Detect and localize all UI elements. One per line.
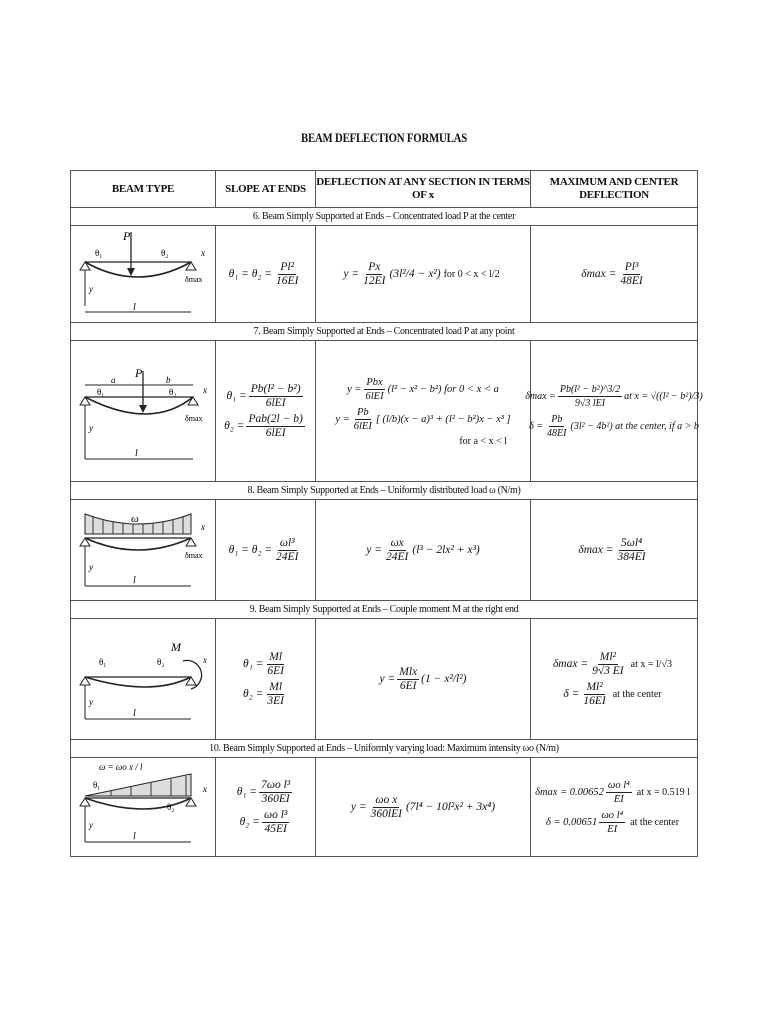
beam-figure	[71, 341, 216, 482]
deflection-cell: y = $\frac{\text{Pbx}}{\text{6lEI}}$ (l² − x² − b²) for 0 < x < a y = $\frac{Pb}{\text{6lEI}}$ [ (l/b)(x − a)³ + (l² − b²)x − x³ ] for a < x < l	[316, 341, 531, 482]
case-caption-row	[71, 482, 698, 500]
case-row	[71, 758, 698, 857]
b-label: b	[166, 375, 171, 385]
header-row	[71, 171, 698, 208]
dmax-label: δmax	[185, 275, 203, 284]
max-deflection-cell: δmax = $\frac{\text{Pl³}}{48EI}$	[531, 226, 698, 323]
y-axis-label: y	[89, 820, 93, 830]
theta1-label: θ₁	[95, 248, 103, 258]
length-label: l	[133, 831, 136, 842]
case-caption: 10. Beam Simply Supported at Ends – Uniformly varying load: Maximum intensity ωo (N/m)	[71, 740, 698, 758]
case-caption-row	[71, 323, 698, 341]
y-axis-label: y	[89, 423, 93, 433]
theta1-label: θ₁	[99, 657, 107, 667]
page-title: BEAM DEFLECTION FORMULAS	[300, 131, 468, 145]
x-axis-label: x	[201, 522, 205, 532]
beam-figure	[71, 500, 216, 601]
load-label: P	[135, 366, 143, 380]
load-label: M	[171, 640, 181, 654]
deflection-cell: y = $\frac{\text{ωo x}}{\text{360lEI}}$ (7l⁴ − 10l²x² + 3x⁴)	[316, 758, 531, 857]
beam-figure	[71, 619, 216, 740]
length-label: l	[135, 448, 138, 459]
case-caption-row	[71, 208, 698, 226]
header-max-center: MAXIMUM AND CENTER DEFLECTION	[531, 171, 698, 208]
length-label: l	[133, 708, 136, 719]
theta1-label: θ₁	[93, 780, 101, 790]
case-caption-row	[71, 740, 698, 758]
header-beam-type: BEAM TYPE	[71, 171, 216, 208]
x-axis-label: x	[203, 385, 207, 395]
case-caption: 7. Beam Simply Supported at Ends – Concentrated load P at any point	[71, 323, 698, 341]
deflection-cell: y = $\frac{\text{Mlx}}{6EI}$ (1 − x²/l²)	[316, 619, 531, 740]
dmax-label: δmax	[185, 414, 203, 423]
beam-figure	[71, 758, 216, 857]
header-slope: SLOPE AT ENDS	[216, 171, 316, 208]
theta2-label: θ₂	[167, 802, 175, 812]
load-label: ω	[131, 513, 139, 525]
slope-cell: θ₁ = $\frac{\text{Pb(l² − b²)}}{\text{6lEI}}$ θ₂ = $\frac{\text{Pab(2l − b)}}{\text{6lEI}}$	[216, 341, 316, 482]
slope-cell: θ₁ = $\frac{Ml}{6EI}$ θ₂ = $\frac{Ml}{3EI}$	[216, 619, 316, 740]
case-row	[71, 619, 698, 740]
y-axis-label: y	[89, 697, 93, 707]
case-row	[71, 341, 698, 482]
dmax-label: δmax	[185, 551, 203, 560]
case-row	[71, 226, 698, 323]
slope-cell: θ₁ = θ₂ = $\frac{\text{Pl²}}{16EI}$	[216, 226, 316, 323]
theta2-label: θ₂	[169, 387, 177, 397]
case-row	[71, 500, 698, 601]
y-axis-label: y	[89, 562, 93, 572]
header-deflection: DEFLECTION AT ANY SECTION IN TERMS OF x	[316, 171, 531, 208]
beam-figure	[71, 226, 216, 323]
deflection-cell: y = $\frac{Px}{12EI}$ (3l²/4 − x²) for 0 < x < l/2	[316, 226, 531, 323]
max-deflection-cell: δmax = $\frac{\text{5ωl⁴}}{384EI}$	[531, 500, 698, 601]
length-label: l	[133, 575, 136, 586]
deflection-cell: y = $\frac{\omega x}{24EI}$ (l³ − 2lx² + x³)	[316, 500, 531, 601]
case-caption-row	[71, 601, 698, 619]
max-deflection-cell: δmax = $\frac{\text{Pb(l² − b²)\textasciicircum{}3/2}}{\text{9√3 lEI}}$ at x = √((l² − b²)/3) δ = $\frac{Pb}{48EI}$ (3l² − 4b²) at the center, if a > b	[531, 341, 698, 482]
y-axis-label: y	[89, 284, 93, 294]
length-label: l	[133, 302, 136, 313]
slope-cell: θ₁ = θ₂ = $\frac{\text{ωl³}}{24EI}$	[216, 500, 316, 601]
max-deflection-cell: δmax = $\frac{\text{Ml²}}{9√3 EI}$ at x = l/√3 δ = $\frac{\text{Ml²}}{16EI}$ at the center	[531, 619, 698, 740]
slope-cell: θ₁ = $\frac{\text{7ωo l³}}{360EI}$ θ₂ = $\frac{\text{ωo l³}}{45EI}$	[216, 758, 316, 857]
case-caption: 9. Beam Simply Supported at Ends – Couple moment M at the right end	[71, 601, 698, 619]
case-caption: 6. Beam Simply Supported at Ends – Concentrated load P at the center	[71, 208, 698, 226]
x-axis-label: x	[203, 784, 207, 794]
theta1-label: θ₁	[97, 387, 105, 397]
case-caption: 8. Beam Simply Supported at Ends – Uniformly distributed load ω (N/m)	[71, 482, 698, 500]
load-label: ω = ωo x / l	[99, 762, 143, 772]
max-deflection-cell: δmax = 0.00652 $\frac{\text{ωo l⁴}}{EI}$ at x = 0.519 l δ = 0.00651 $\frac{\text{ωo l⁴}}{EI}$ at the center	[531, 758, 698, 857]
theta2-label: θ₂	[161, 248, 169, 258]
x-axis-label: x	[203, 655, 207, 665]
load-label: P	[123, 229, 131, 243]
formula-table	[70, 170, 703, 857]
x-axis-label: x	[201, 248, 205, 258]
a-label: a	[111, 375, 116, 385]
theta2-label: θ₂	[157, 657, 165, 667]
